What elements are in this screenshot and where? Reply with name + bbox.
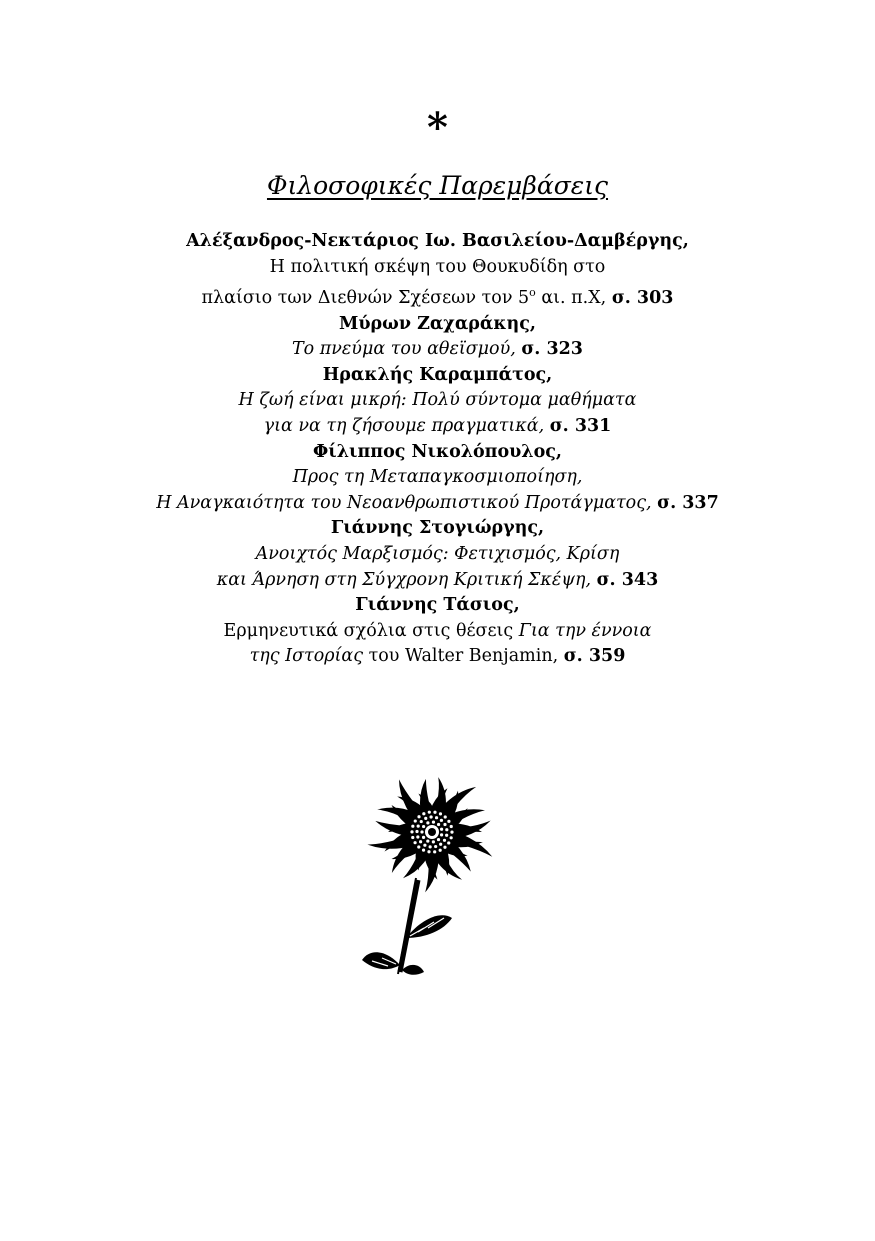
flower-seed — [434, 845, 437, 848]
flower-seed — [429, 845, 432, 848]
entry-page-number: σ. 359 — [563, 646, 626, 667]
flower-seed — [417, 845, 420, 848]
flower-seed — [440, 833, 443, 836]
table-of-contents — [0, 229, 875, 670]
flower-seed — [450, 825, 453, 828]
flower-seed — [426, 821, 429, 824]
entry-title-line: Προς τη Μεταπαγκοσμιοποίηση, — [292, 467, 583, 488]
flower-seed — [443, 846, 446, 849]
flower-seed — [415, 830, 418, 833]
flower-seed — [443, 823, 446, 826]
entry-page-number: σ. 303 — [611, 288, 674, 309]
entry-title-line: Ερμηνευτικά σχόλια στις θέσεις Για την έννοια — [223, 620, 652, 641]
flower-seed — [433, 811, 436, 814]
entry-author: Ηρακλής Καραμπάτος, — [322, 364, 553, 385]
entry-page-number: σ. 343 — [596, 569, 659, 590]
flower-seed — [417, 815, 420, 818]
entry-title-line: Το πνεύμα του αθεϊσμού, σ. 323 — [292, 339, 583, 360]
flower-seed — [417, 825, 420, 828]
flower-seed — [445, 834, 448, 837]
flower-seed — [411, 825, 414, 828]
flower-seed — [440, 828, 443, 831]
flower-seed — [440, 819, 443, 822]
entry-author: Αλέξανδρος-Νεκτάριος Ιω. Βασιλείου-Δαμβέργης, — [186, 231, 689, 251]
entry-title-line: της Ιστορίας του Walter Benjamin, σ. 359 — [249, 646, 626, 667]
flower-seed — [439, 849, 442, 852]
flower-seed — [416, 835, 419, 838]
flower-seed — [429, 815, 432, 818]
flower-seed — [428, 811, 431, 814]
flower-seed — [420, 830, 423, 833]
flower-seed — [427, 850, 430, 853]
flower-seed — [437, 823, 440, 826]
flower-seed — [422, 812, 425, 815]
entry-page-number: σ. 337 — [657, 492, 719, 513]
flower-seed — [435, 816, 438, 819]
entry-author: Γιάννης Τάσιος, — [355, 595, 520, 616]
flower-seed — [444, 815, 447, 818]
flower-seed — [420, 820, 423, 823]
entry-title-line: και Άρνηση στη Σύγχρονη Κριτική Σκέψη, σ. 343 — [216, 569, 659, 590]
flower-seed — [413, 841, 416, 844]
flower-seed — [432, 840, 435, 843]
entry-page-number: σ. 323 — [521, 339, 583, 360]
entry-title-line: Η Αναγκαιότητα του Νεοανθρωπιστικού Προτάγματος, σ. 337 — [156, 492, 719, 513]
flower-seed — [443, 839, 446, 842]
flower-seed — [414, 819, 417, 822]
flower-seed — [411, 836, 414, 839]
flower-seed — [422, 825, 425, 828]
flower-seed — [426, 839, 429, 842]
ornament-asterisk: * — [427, 104, 448, 151]
flower-seed — [433, 850, 436, 853]
section-title: Φιλοσοφικές Παρεμβάσεις — [266, 171, 609, 200]
flower-seed — [432, 821, 435, 824]
entry-page-number: σ. 331 — [549, 415, 612, 436]
flower-seed — [450, 831, 453, 834]
flower-seed — [437, 838, 440, 841]
entry-title-line: για να τη ζήσουμε πραγματικά, σ. 331 — [263, 415, 612, 436]
entry-title-line: Ανοιχτός Μαρξισμός: Φετιχισμός, Κρίση — [255, 543, 620, 564]
flower-seed — [445, 828, 448, 831]
flower-seed — [450, 836, 453, 839]
flower-seed — [423, 844, 426, 847]
entry-title-line: Η ζωή είναι μικρή: Πολύ σύντομα μαθήματα — [238, 390, 637, 411]
flower-seed — [447, 820, 450, 823]
flower-seed — [447, 841, 450, 844]
flower-seed — [439, 812, 442, 815]
sunflower-ornament-icon — [340, 760, 520, 985]
flower-seed — [419, 840, 422, 843]
flower-seed — [424, 817, 427, 820]
entry-author: Γιάννης Στογιώργης, — [330, 518, 545, 539]
flower-seed — [422, 849, 425, 852]
flower-seed — [422, 836, 425, 839]
entry-author: Μύρων Ζαχαράκης, — [339, 313, 536, 334]
entry-title-line: πλαίσιο των Διεθνών Σχέσεων τον $5^o$ αι. π.Χ, σ. 303 — [201, 286, 674, 309]
entry-title-line: Η πολιτική σκέψη του Θουκυδίδη στο — [269, 256, 606, 277]
flower-seed — [410, 830, 413, 833]
flower-seed — [439, 843, 442, 846]
entry-author: Φίλιππος Νικολόπουλος, — [313, 441, 562, 462]
